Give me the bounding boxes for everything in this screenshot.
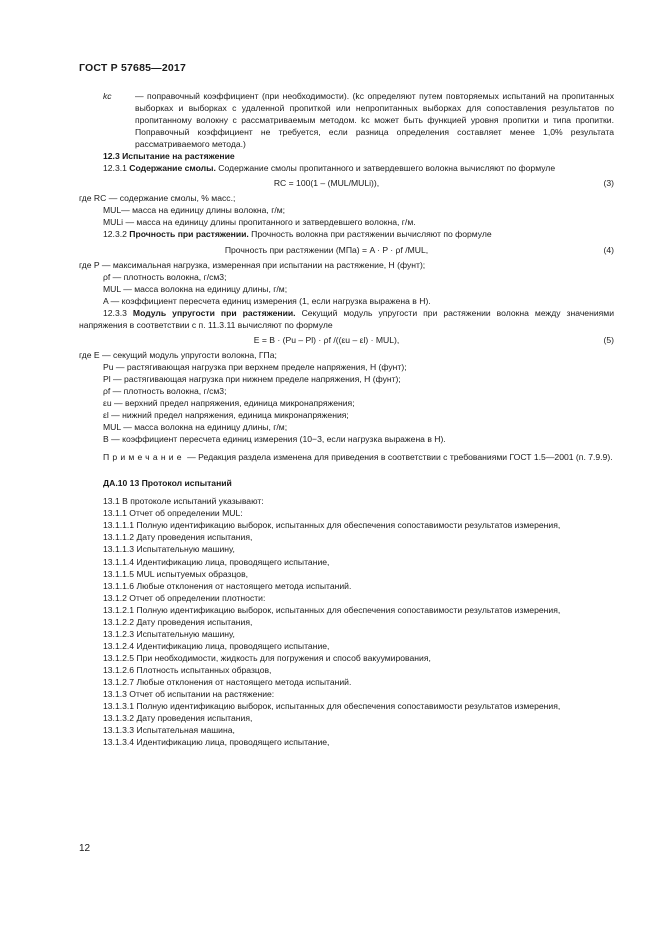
list-item: 13.1.2.4 Идентификацию лица, проводящего испытание, bbox=[103, 640, 330, 651]
formula-3 bbox=[79, 174, 614, 192]
list-item: 13.1.1 Отчет об определении MUL: bbox=[103, 508, 243, 519]
formula-5-number: (5) bbox=[603, 334, 614, 345]
definition-line: MULi — масса на единицу длины пропитанного и затвердевшего волокна, г/м. bbox=[103, 217, 416, 228]
document-body bbox=[79, 90, 614, 748]
note-text: — Редакция раздела изменена для приведения в соответствии с требованиями ГОСТ 1.5—2001 (п. 7.9.9). bbox=[187, 452, 613, 463]
clause-title: Содержание смолы. bbox=[129, 163, 216, 174]
list-item: 13.1.1.5 MUL испытуемых образцов, bbox=[103, 568, 249, 579]
kc-symbol-text: kc bbox=[103, 91, 112, 101]
note bbox=[79, 451, 614, 463]
list-item: 13.1.3.1 Полную идентификацию выборок, испытанных для обеспечения сопоставимости результатов измерения, bbox=[103, 701, 561, 712]
definition-line: где E — секущий модуль упругости волокна, ГПа; bbox=[79, 349, 277, 360]
kc-symbol bbox=[79, 90, 135, 150]
clause-number: 12.3.1 bbox=[103, 163, 127, 174]
list-item: 13.1.2.3 Испытательную машину, bbox=[103, 628, 235, 639]
definition-line: εu — верхний предел напряжения, единица микронапряжения; bbox=[103, 397, 355, 408]
formula-3-number: (3) bbox=[603, 178, 614, 189]
protocol-list bbox=[79, 495, 614, 748]
list-item: 13.1.1.3 Испытательную машину, bbox=[103, 544, 235, 555]
clause-number: 12.3.2 bbox=[103, 229, 127, 240]
paragraph-12-3-1 bbox=[79, 162, 614, 174]
definition-line: где RC — содержание смолы, % масс.; bbox=[79, 193, 236, 204]
formula-5-expression: E = B · (Pu – Pl) · ρf /((εu – εl) · MUL), bbox=[253, 334, 400, 345]
kc-text: — поправочный коэффициент (при необходимости). (kc определяют путем повторяемых испытаний на пропитанных выборках и выборках с удаленной пропиткой или непропитанных выборках для сопоставления результатов по пропитанному волокну с рассматриваемым методом. kc может быть функцией уровня пропитки и типа пропитки. Поправочный коэффициент не требуется, если разница определения составляет менее 1,0% результата рассматриваемого метода.) bbox=[135, 91, 614, 150]
definition-line: ρf — плотность волокна, г/см3; bbox=[103, 385, 227, 396]
definition-line: MUL— масса на единицу длины волокна, г/м; bbox=[103, 205, 286, 216]
definition-line: ρf — плотность волокна, г/см3; bbox=[103, 271, 227, 282]
page-number: 12 bbox=[79, 843, 91, 854]
section-heading-12-3: 12.3 Испытание на растяжение bbox=[103, 151, 235, 162]
paragraph-12-3-2 bbox=[79, 228, 614, 240]
list-item: 13.1.3.3 Испытательная машина, bbox=[103, 725, 235, 736]
definition-line: где P — максимальная нагрузка, измеренная при испытании на растяжение, Н (фунт); bbox=[79, 259, 426, 270]
list-item: 13.1.2 Отчет об определении плотности: bbox=[103, 592, 266, 603]
clause-text: Прочность волокна при растяжении вычисляют по формуле bbox=[251, 229, 492, 240]
formula-3-expression: RC = 100(1 – (MUL/MULi)), bbox=[273, 178, 380, 189]
document-header: ГОСТ Р 57685—2017 bbox=[79, 62, 187, 74]
clause-title: Модуль упругости при растяжении. bbox=[132, 307, 296, 318]
list-item: 13.1.1.2 Дату проведения испытания, bbox=[103, 532, 253, 543]
formula-4-number: (4) bbox=[603, 244, 614, 255]
clause-text: Содержание смолы пропитанного и затвердевшего волокна вычисляют по формуле bbox=[218, 163, 556, 174]
formula-5 bbox=[79, 331, 614, 349]
clause-title: Прочность при растяжении. bbox=[129, 229, 249, 240]
list-item: 13.1 В протоколе испытаний указывают: bbox=[103, 496, 264, 507]
list-item: 13.1.1.6 Любые отклонения от настоящего метода испытаний. bbox=[103, 580, 352, 591]
list-item: 13.1.2.6 Плотность испытанных образцов, bbox=[103, 664, 272, 675]
list-item: 13.1.2.2 Дату проведения испытания, bbox=[103, 616, 253, 627]
definition-line: A — коэффициент пересчета единиц измерения (1, если нагрузка выражена в Н). bbox=[103, 295, 431, 306]
definition-line: Pu — растягивающая нагрузка при верхнем пределе напряжения, Н (фунт); bbox=[103, 361, 407, 372]
section-heading-da10: ДА.10 13 Протокол испытаний bbox=[103, 478, 232, 489]
definition-line: MUL — масса волокна на единицу длины, г/м; bbox=[103, 283, 288, 294]
definition-line: Pl — растягивающая нагрузка при нижнем пределе напряжения, Н (фунт); bbox=[103, 373, 401, 384]
formula-4-expression: Прочность при растяжении (МПа) = A · P · ρf /MUL, bbox=[224, 244, 429, 255]
list-item: 13.1.3.4 Идентификацию лица, проводящего испытание, bbox=[103, 737, 330, 748]
list-item: 13.1.2.5 При необходимости, жидкость для погружения и способ вакуумирования, bbox=[103, 652, 431, 663]
formula-4 bbox=[79, 241, 614, 259]
list-item: 13.1.2.1 Полную идентификацию выборок, испытанных для обеспечения сопоставимости результатов измерения, bbox=[103, 604, 561, 615]
list-item: 13.1.1.4 Идентификацию лица, проводящего испытание, bbox=[103, 556, 330, 567]
paragraph-12-3-3 bbox=[79, 307, 614, 331]
list-item: 13.1.1.1 Полную идентификацию выборок, испытанных для обеспечения сопоставимости результатов измерения, bbox=[103, 520, 561, 531]
list-item: 13.1.3.2 Дату проведения испытания, bbox=[103, 713, 253, 724]
kc-definition bbox=[79, 90, 614, 150]
definition-line: εl — нижний предел напряжения, единица микронапряжения; bbox=[103, 410, 349, 421]
definition-line: B — коэффициент пересчета единиц измерения (10−3, если нагрузка выражена в Н). bbox=[103, 434, 446, 445]
list-item: 13.1.2.7 Любые отклонения от настоящего метода испытаний. bbox=[103, 676, 352, 687]
definition-line: MUL — масса волокна на единицу длины, г/м; bbox=[103, 422, 288, 433]
clause-text: Секущий модуль упругости при растяжении волокна между значениями напряжения в соответствии с п. 11.3.11 вычисляют по формуле bbox=[79, 307, 614, 330]
clause-number: 12.3.3 bbox=[103, 307, 127, 318]
note-label: Примечание bbox=[103, 452, 185, 463]
list-item: 13.1.3 Отчет об испытании на растяжение: bbox=[103, 689, 275, 700]
